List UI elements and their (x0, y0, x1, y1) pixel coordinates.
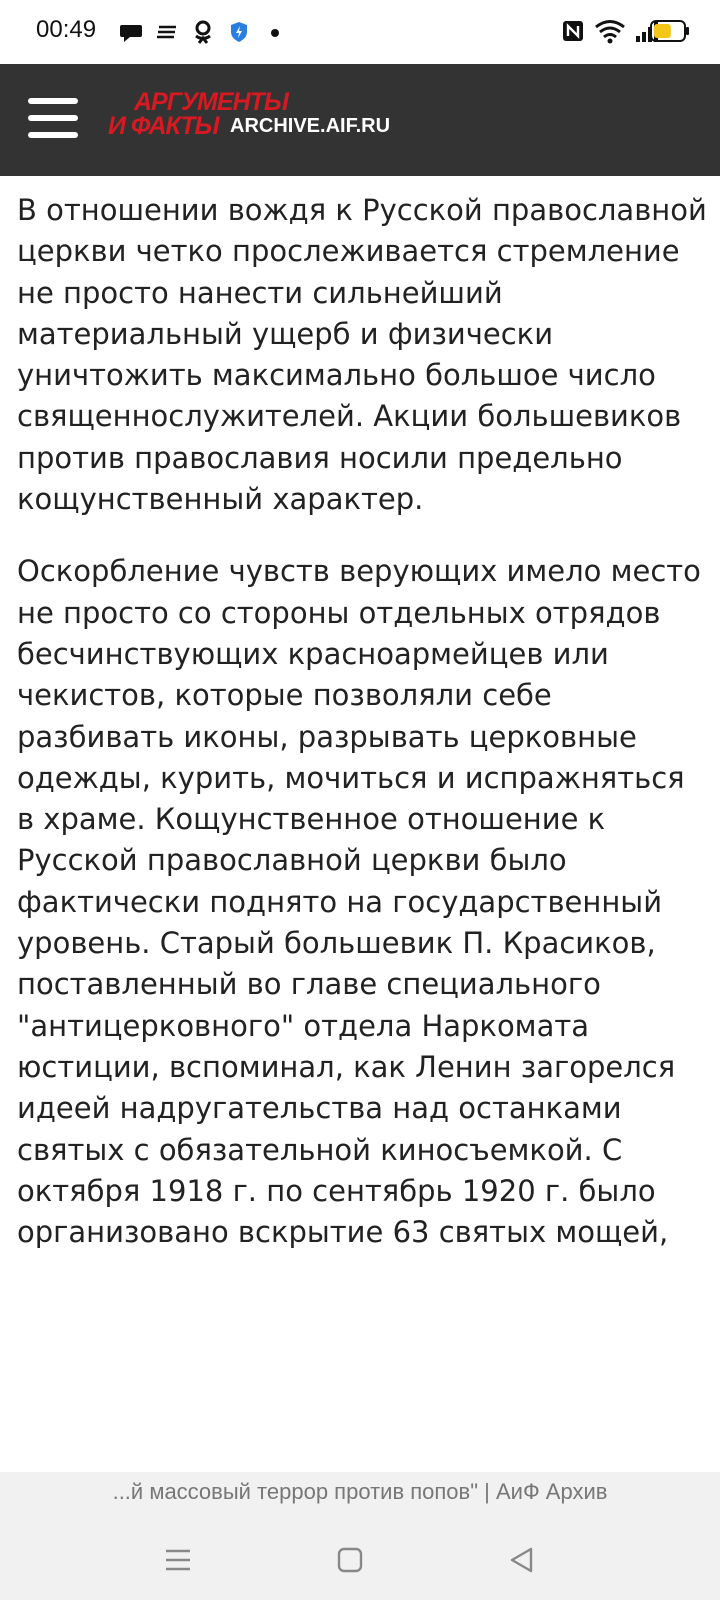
site-header (0, 64, 720, 176)
stack-icon (154, 19, 180, 45)
logo-line-1: АРГУМЕНТЫ (134, 88, 288, 116)
article-body (17, 190, 707, 1470)
site-url-label: ARCHIVE.AIF.RU (230, 115, 391, 137)
article-paragraph: Оскорбление чувств верующих имело место не просто со стороны отдельных отрядов бесчинствующих красноармейцев или чекистов, которые позволяли себе разбивать иконы, разрывать церковные одежды, курить, мочиться и испражняться в храме. Кощунственное отношение к Русской православной церкви было фактически поднято на государственный уровень. Старый большевик П. Красиков, поставленный во главе специального "антицерковного" отдела Наркомата юстиции, вспоминал, как Ленин загорелся идеей надругательства над останками святых с обязательной киносъемкой. С октября 1918 г. по сентябрь 1920 г. было организовано вскрытие 63 святых мощей, (17, 554, 701, 1250)
menu-nav-icon[interactable] (158, 1540, 198, 1580)
page-title: ...й массовый террор против попов" | АиФ Архив (112, 1479, 608, 1504)
menu-hamburger-icon[interactable] (28, 98, 78, 138)
status-time: 00:49 (36, 16, 97, 43)
system-icons (560, 16, 660, 46)
notification-icons (118, 18, 288, 46)
odnoklassniki-icon (190, 19, 216, 45)
article-paragraph: В отношении вождя к Русской православной церкви четко прослеживается стремление не просто нанести сильнейший материальный ущерб и физически уничтожить максимально большое число священнослужителей. Акции большевиков против православия носили предельно кощунственный характер. (17, 193, 707, 517)
nfc-icon (560, 18, 586, 44)
page-title-bar[interactable] (0, 1472, 720, 1520)
shield-icon (226, 19, 252, 45)
back-nav-icon[interactable] (502, 1540, 542, 1580)
chat-bubble-icon (118, 19, 144, 45)
home-nav-icon[interactable] (330, 1540, 370, 1580)
logo-line-2: И ФАКТЫ (108, 112, 219, 140)
dot-icon (262, 19, 288, 45)
battery-icon (650, 20, 690, 42)
system-navigation-bar (0, 1520, 720, 1600)
status-bar (0, 0, 720, 64)
wifi-icon (594, 18, 626, 44)
